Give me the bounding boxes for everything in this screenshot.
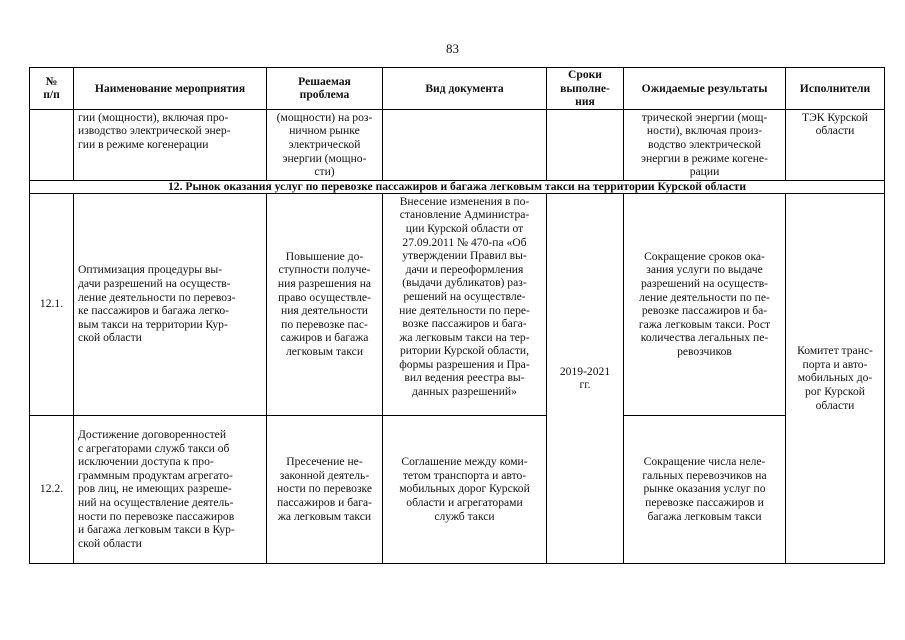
row-name: Достижение договоренностей с агрегаторами служб такси об исключении доступа к про- граммным продуктам агрегато- ров лиц, не имеющих разреше- ний на осуществление деятель- ности по перевозке пассажиров и багажа легковым такси в Кур- ской области <box>74 415 267 563</box>
header-executors: Исполнители <box>786 68 885 110</box>
row-results: Сокращение сроков ока- зания услуги по выдаче разрешений на осуществ- ление деятельности по пе- ревозке пассажиров и ба- гажа легковым такси. Рост количества легальных пе- ревозчиков <box>624 193 786 415</box>
row-num: 12.1. <box>30 193 74 415</box>
measures-table <box>29 67 885 564</box>
continuation-executors: ТЭК Курской области <box>786 109 885 180</box>
continuation-term <box>547 109 624 180</box>
section-title: 12. Рынок оказания услуг по перевозке пассажиров и багажа легковым такси на территории Курской области <box>30 180 885 193</box>
continuation-num <box>30 109 74 180</box>
header-results: Ожидаемые результаты <box>624 68 786 110</box>
table-header-row <box>30 68 885 110</box>
row-problem: Повышение до- ступности получе- ния разрешения на право осуществле- ния деятельности по перевозке пас- сажиров и багажа легковым такси <box>267 193 383 415</box>
header-num: № п/п <box>30 68 74 110</box>
executor-cell: Комитет транс- порта и авто- мобильных до- рог Курской области <box>786 193 885 563</box>
row-results: Сокращение числа неле- гальных перевозчиков на рынке оказания услуг по перевозке пассажиров и багажа легковым такси <box>624 415 786 563</box>
header-problem: Решаемая проблема <box>267 68 383 110</box>
row-problem: Пресечение не- законной деятель- ности по перевозке пассажиров и бага- жа легковым такси <box>267 415 383 563</box>
continuation-doc <box>383 109 547 180</box>
header-term: Сроки выполне- ния <box>547 68 624 110</box>
term-cell: 2019-2021 гг. <box>547 193 624 563</box>
row-num: 12.2. <box>30 415 74 563</box>
continuation-problem: (мощности) на роз- ничном рынке электрической энергии (мощно- сти) <box>267 109 383 180</box>
page-number: 83 <box>446 41 459 56</box>
row-name: Оптимизация процедуры вы- дачи разрешений на осуществ- ление деятельности по перевоз- ке пассажиров и багажа легко- вым такси на территории Кур- ской области <box>74 193 267 415</box>
continuation-row <box>30 109 885 180</box>
header-name: Наименование мероприятия <box>74 68 267 110</box>
row-doc: Соглашение между коми- тетом транспорта и авто- мобильных дорог Курской области и агрегаторами служб такси <box>383 415 547 563</box>
section-row <box>30 180 885 193</box>
table-row <box>30 415 885 563</box>
header-doc: Вид документа <box>383 68 547 110</box>
continuation-name: гии (мощности), включая про- изводство электрической энер- гии в режиме когенерации <box>74 109 267 180</box>
row-doc: Внесение изменения в по- становление Администра- ции Курской области от 27.09.2011 № 470-па «Об утверждении Правил вы- дачи и переоформления (выдачи дубликатов) раз- решений на осуществле- ние деятельности по пере- возке пассажиров и бага- жа легковым такси на тер- ритории Курской области, формы разрешения и Пра- вил ведения реестра вы- данных разрешений» <box>383 193 547 415</box>
continuation-results: трической энергии (мощ- ности), включая произ- водство электрической энергии в режиме когене- рации <box>624 109 786 180</box>
table-row <box>30 193 885 415</box>
